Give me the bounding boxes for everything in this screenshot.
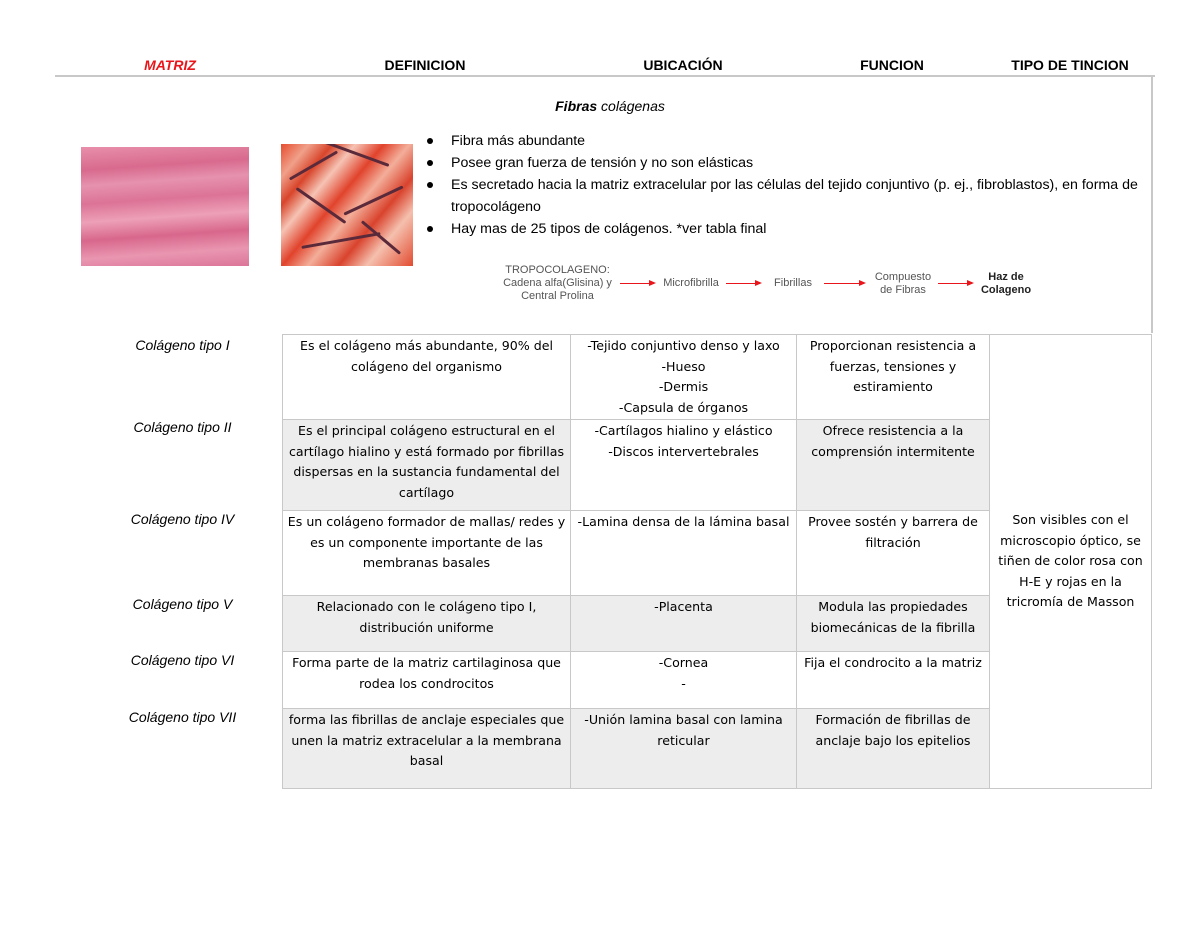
cell-ubicacion: -Cornea - bbox=[571, 652, 797, 709]
cell-ubicacion: -Cartílagos hialino y elástico -Discos intervertebrales bbox=[571, 420, 797, 511]
flow-step-compuesto bbox=[866, 271, 940, 297]
flow-step-haz-line1: Haz de bbox=[988, 271, 1024, 283]
row-label-tipo-vi: Colágeno tipo VI bbox=[130, 652, 235, 668]
cell-funcion: Provee sostén y barrera de filtración bbox=[797, 511, 990, 596]
cell-ubicacion: -Unión lamina basal con lamina reticular bbox=[571, 709, 797, 789]
collagen-types-table bbox=[282, 334, 1152, 789]
table-row bbox=[283, 335, 1152, 420]
flow-arrow-3 bbox=[824, 283, 864, 284]
cell-definicion: Forma parte de la matriz cartilaginosa que rodea los condrocitos bbox=[283, 652, 571, 709]
header-matriz: MATRIZ bbox=[144, 57, 196, 73]
flow-arrow-4 bbox=[938, 283, 972, 284]
cell-funcion: Formación de fibrillas de anclaje bajo los epitelios bbox=[797, 709, 990, 789]
header-funcion: FUNCION bbox=[860, 57, 924, 73]
cell-funcion: Modula las propiedades biomecánicas de la fibrilla bbox=[797, 596, 990, 652]
flow-step-compuesto-line2: de Fibras bbox=[880, 284, 926, 296]
histology-image-pink bbox=[81, 147, 249, 266]
cell-tipo-tincion: Son visibles con el microscopio óptico, se tiñen de color rosa con H-E y rojas en la tricromía de Masson bbox=[990, 335, 1152, 789]
fibras-bullet-list bbox=[425, 130, 1145, 240]
cell-ubicacion: -Placenta bbox=[571, 596, 797, 652]
cell-funcion: Ofrece resistencia a la comprensión intermitente bbox=[797, 420, 990, 511]
flow-arrow-1 bbox=[620, 283, 654, 284]
row-label-tipo-v: Colágeno tipo V bbox=[132, 596, 233, 612]
flow-step-microfibrilla: Microfibrilla bbox=[663, 277, 719, 289]
flow-step-haz-de-colageno bbox=[975, 271, 1037, 297]
row-label-tipo-iv: Colágeno tipo IV bbox=[130, 511, 235, 527]
fibras-title-bold: Fibras bbox=[555, 98, 598, 114]
row-label-tipo-ii: Colágeno tipo II bbox=[133, 419, 232, 435]
header-ubicacion: UBICACIÓN bbox=[643, 57, 723, 73]
flow-step-tropocolageno-line2: Cadena alfa(Glisina) y bbox=[503, 277, 612, 289]
header-tipo-tincion: TIPO DE TINCION bbox=[1011, 57, 1129, 73]
flow-step-tropocolageno bbox=[495, 264, 620, 303]
header-definicion: DEFINICION bbox=[384, 57, 466, 73]
cell-ubicacion: -Tejido conjuntivo denso y laxo -Hueso -Dermis -Capsula de órganos bbox=[571, 335, 797, 420]
cell-definicion: Es el colágeno más abundante, 90% del colágeno del organismo bbox=[283, 335, 571, 420]
cell-definicion: Es el principal colágeno estructural en el cartílago hialino y está formado por fibrillas dispersas en la sustancia fundamental del cartílago bbox=[283, 420, 571, 511]
cell-ubicacion: -Lamina densa de la lámina basal bbox=[571, 511, 797, 596]
flow-step-tropocolageno-line3: Central Prolina bbox=[521, 290, 594, 302]
flow-step-compuesto-line1: Compuesto bbox=[874, 271, 932, 283]
histology-image-red bbox=[281, 144, 413, 266]
flow-step-fibrillas: Fibrillas bbox=[774, 277, 812, 289]
flow-step-haz-line2: Colageno bbox=[980, 284, 1032, 296]
cell-definicion: Es un colágeno formador de mallas/ redes y es un componente importante de las membranas basales bbox=[283, 511, 571, 596]
cell-funcion: Proporcionan resistencia a fuerzas, tensiones y estiramiento bbox=[797, 335, 990, 420]
row-label-tipo-vii: Colágeno tipo VII bbox=[128, 709, 237, 725]
flow-arrow-2 bbox=[726, 283, 760, 284]
flow-step-tropocolageno-line1: TROPOCOLAGENO: bbox=[505, 264, 610, 276]
fibras-title bbox=[420, 98, 800, 114]
cell-funcion: Fija el condrocito a la matriz bbox=[797, 652, 990, 709]
row-label-tipo-i: Colágeno tipo I bbox=[135, 337, 230, 353]
fibras-title-rest: colágenas bbox=[597, 98, 665, 114]
cell-definicion: forma las fibrillas de anclaje especiales que unen la matriz extracelular a la membrana basal bbox=[283, 709, 571, 789]
cell-definicion: Relacionado con le colágeno tipo I, distribución uniforme bbox=[283, 596, 571, 652]
list-item: Es secretado hacia la matriz extracelular por las células del tejido conjuntivo (p. ej., fibroblastos), en forma de tropocolágeno bbox=[425, 174, 1145, 218]
list-item: Posee gran fuerza de tensión y no son elásticas bbox=[425, 152, 1145, 174]
list-item: Fibra más abundante bbox=[425, 130, 1145, 152]
list-item: Hay mas de 25 tipos de colágenos. *ver tabla final bbox=[425, 218, 1145, 240]
